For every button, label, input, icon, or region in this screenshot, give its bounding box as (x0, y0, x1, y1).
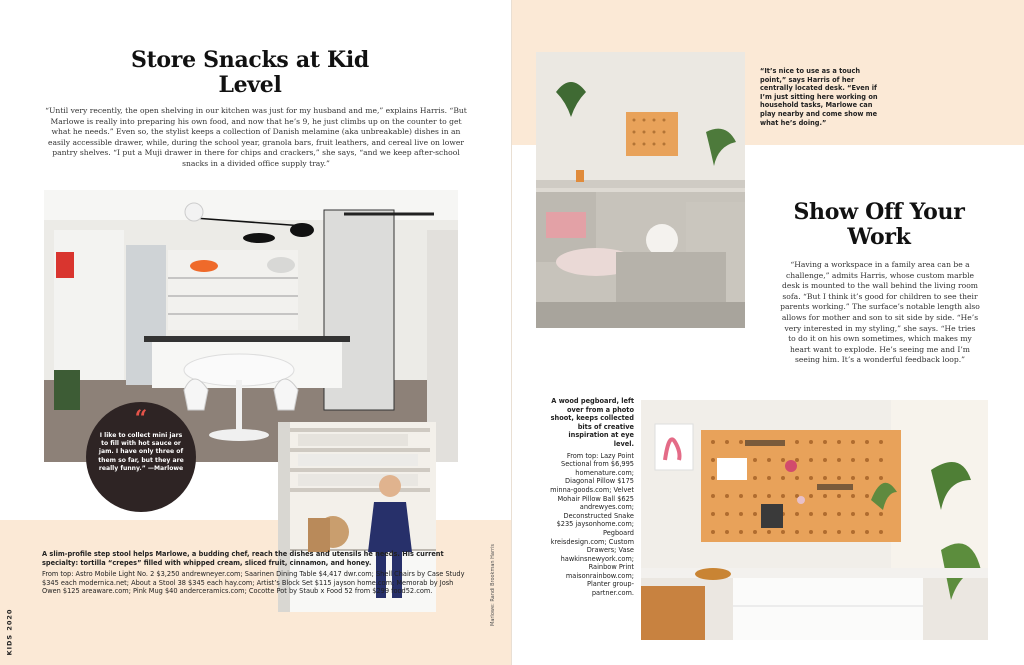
left-body-text: “Until very recently, the open shelving in our kitchen was just for my husband and me,” explains Harris. “But Marlowe is really into preparing his own food, and now that he’s 9, he just climbs up on the counter to get what he needs.” Even so, the stylist keeps a collection of Danish melamine (aka unbreakable) dishes in an easily accessible drawer, while, during the school year, granola bars, fruit leathers, and cereal live on lower pantry shelves. “I put a Muji drawer in there for chips and crackers,” she says, “and we keep after-school snacks in a divided office supply tray.” (45, 106, 467, 168)
photo-credit (484, 544, 496, 626)
pull-quote-text: I like to collect mini jars to fill with hot sauce or jam. I have only three of them so far, but they are really funny.” —Marlowe (98, 432, 184, 472)
pegboard-desk-photo (641, 400, 988, 640)
pegboard-caption-credits: From top: Lazy Point Sectional from $6,995 homenature.com; Diagonal Pillow $175 minna-goods.com; Velvet Mohair Pillow Ball $625 andrewyes.com; Deconstructed Snake $235 jaysonhome.com; Pegboard kreisdesign.com; Custom Drawers; Vase hawkinsnewyork.com; Rainbow Print maisonrainbow.com; Planter group-partner.com. (550, 451, 634, 598)
kitchen-caption-lead: A slim-profile step stool helps Marlowe, a budding chef, reach the dishes and utensils he needs. His current specialty: tortilla “crepes” filled with whipped cream, sliced fruit, cinnamon, and honey. (42, 550, 444, 567)
pegboard-caption-lead: A wood pegboard, left over from a photo shoot, keeps collected bits of creative inspiration at eye level. (550, 397, 634, 448)
quote-mark-icon: “ (134, 406, 148, 432)
desk-caption: “It’s nice to use as a touch point,” says Harris of her centrally located desk. “Even if I’m just sitting here working on household tasks, Marlowe can play nearby and come show me what he’s doing.” (760, 67, 878, 127)
spread-gutter (511, 0, 512, 665)
page-folio (4, 610, 18, 660)
photo-credit-text: Marlowe: Randi Brookman Harris (490, 544, 496, 626)
folio-text: KIDS 2020 (5, 608, 14, 656)
pegboard-caption (548, 397, 634, 598)
left-headline: Store Snacks at Kid Level (130, 47, 370, 98)
right-body-text: “Having a workspace in a family area can be a challenge,” admits Harris, whose custom marble desk is mounted to the wall behind the living room sofa. “But I think it’s good for children to see their parents working.” The surface’s notable length also allows for mother and son to sit side by side. “He’s very interested in my styling,” she says. “He tries to do it on his own sometimes, which makes my heart want to explode. He’s seeing me and I’m seeing him. It’s a wonderful feedback loop.” (780, 260, 980, 365)
pull-quote-circle (86, 402, 196, 512)
kitchen-caption-credits: From top: Astro Mobile Light No. 2 $3,250 andrewneyer.com; Saarinen Dining Table $4,417 dwr.com; Shell Chairs by Case Study $345 each modernica.net; About a Stool 38 $345 each hay.com; Artist’s Block Set $115 jayson home.com; Memorab by Josh Owen $125 areaware.com; Pink Mug $40 anderceramics.com; Cocotte Pot by Staub x Food 52 from $299 food52.com. (42, 570, 465, 596)
right-headline: Show Off Your Work (793, 199, 965, 250)
kitchen-caption (42, 550, 472, 596)
living-room-sofa-photo (536, 52, 745, 328)
